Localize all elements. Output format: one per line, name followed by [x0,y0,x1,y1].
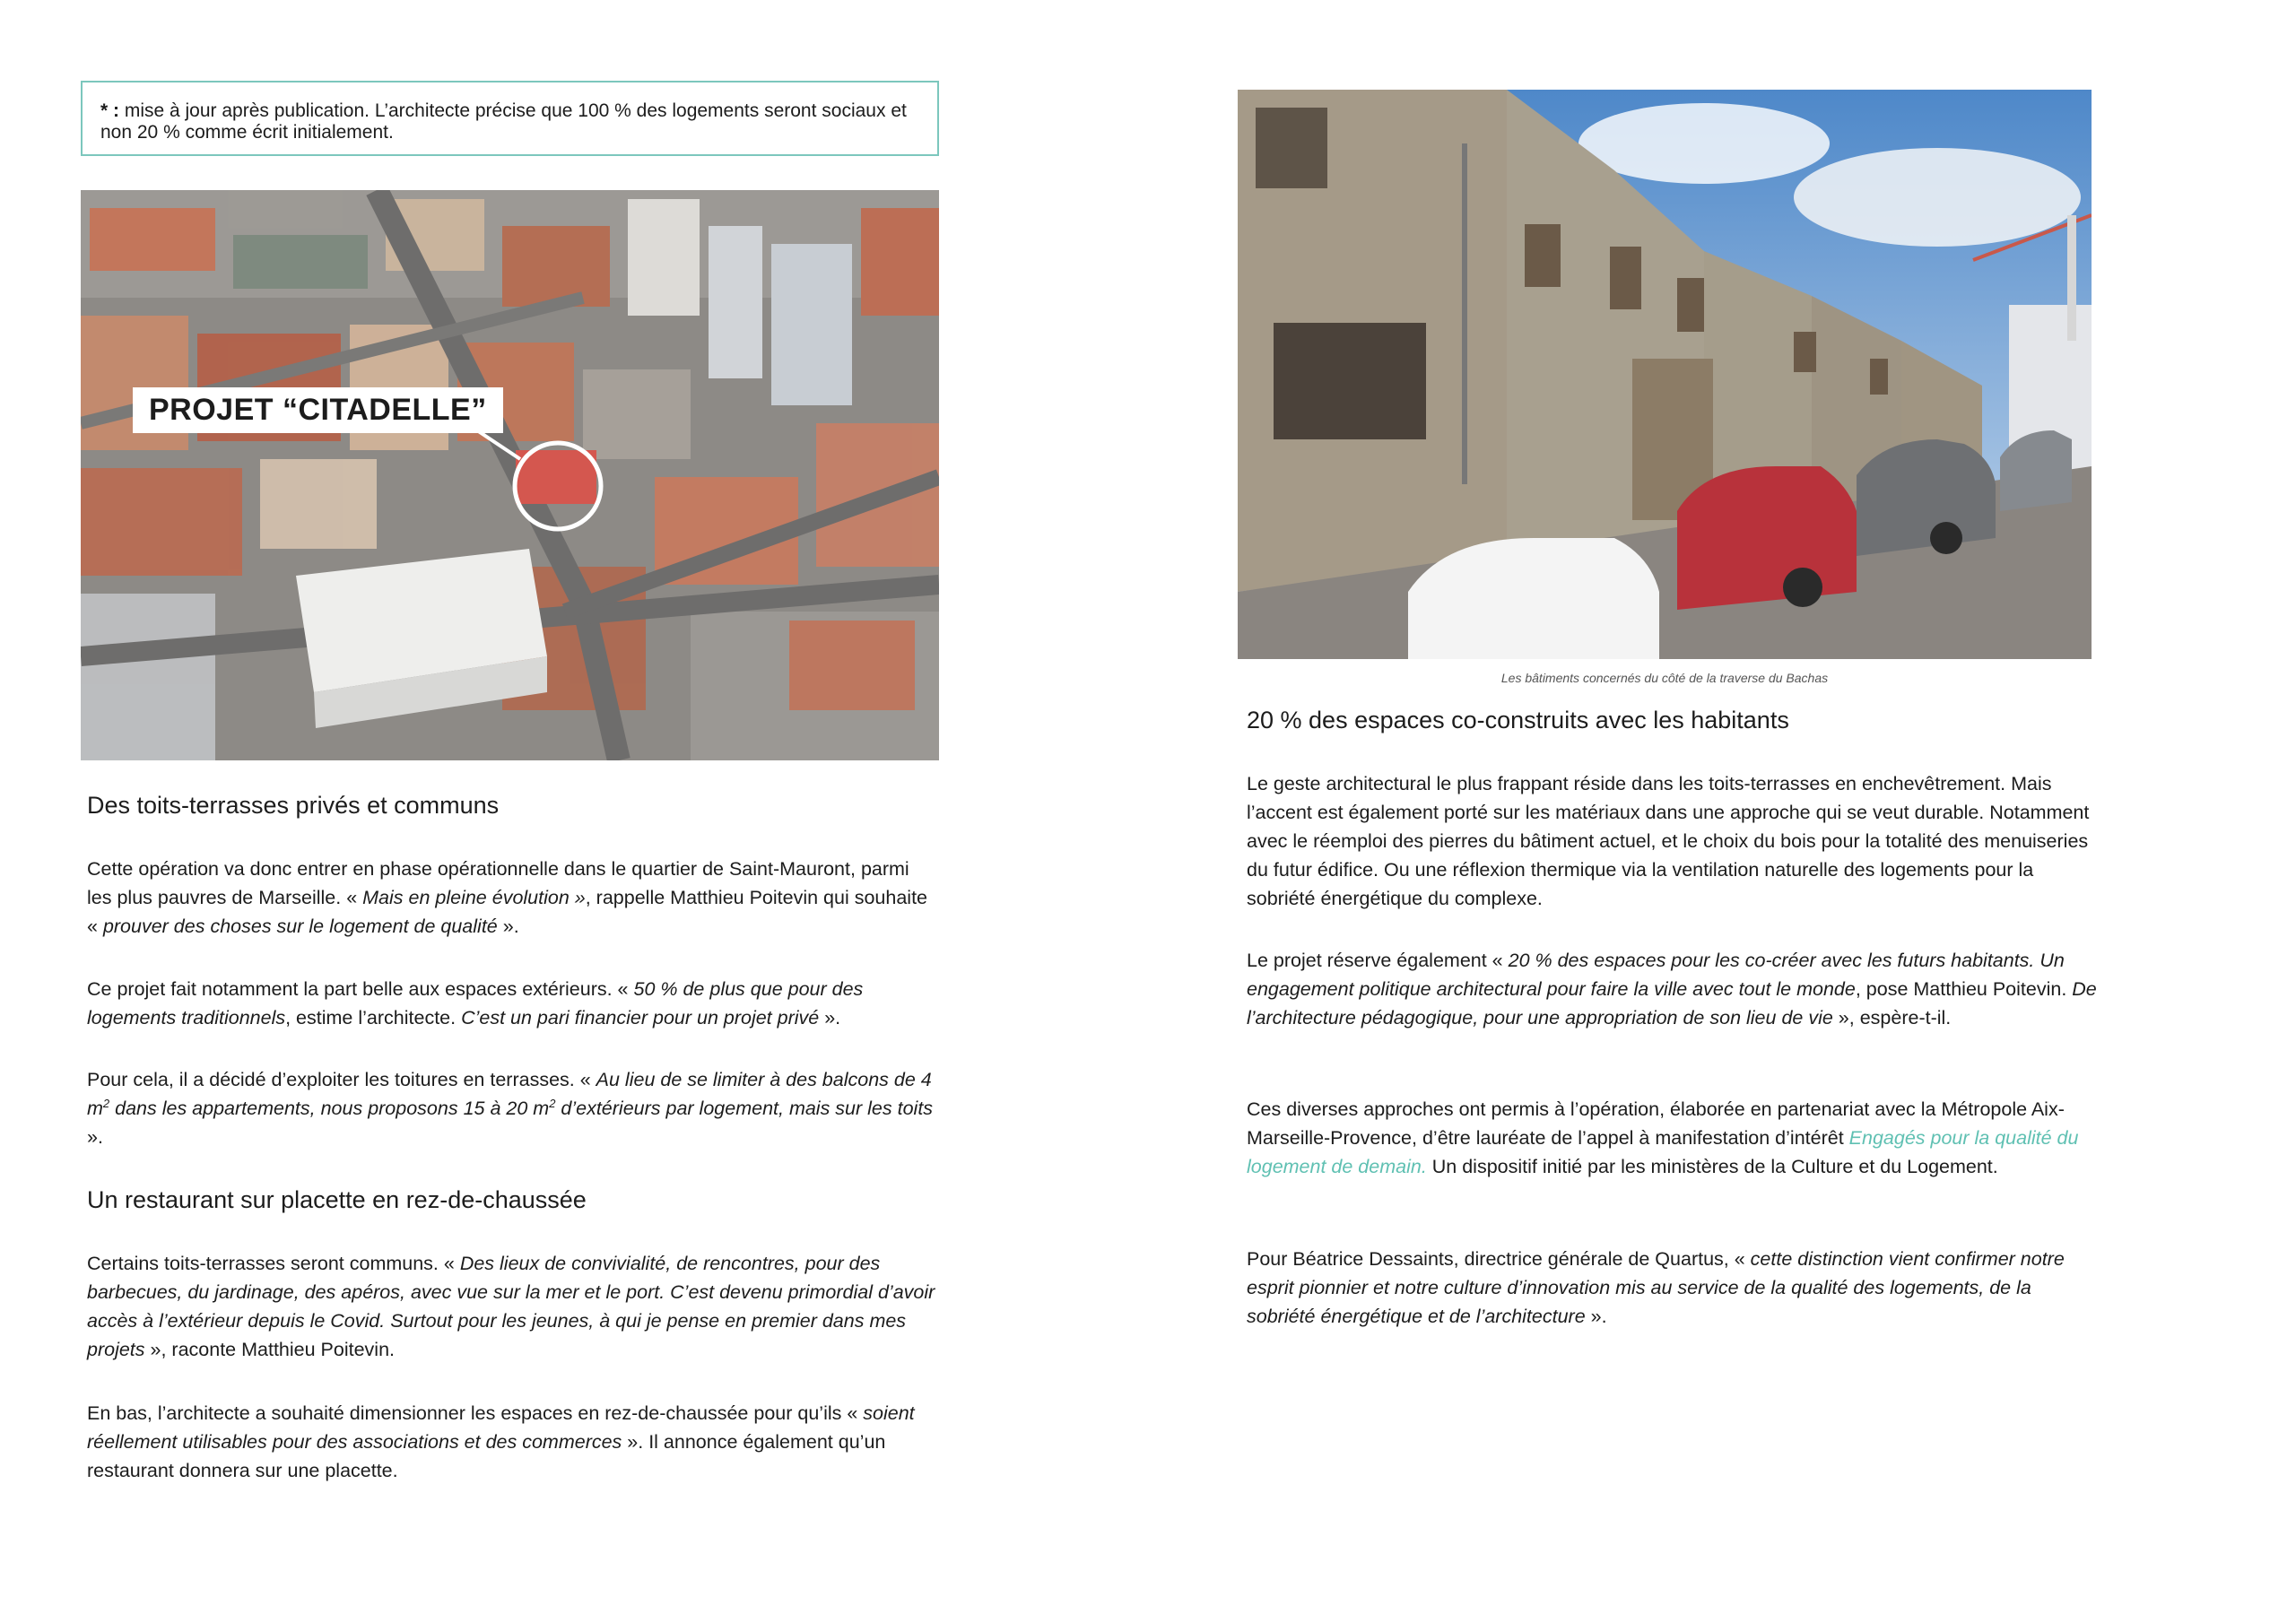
paragraph-quartus: Pour Béatrice Dessaints, directrice générale de Quartus, « cette distinction vient confirmer notre esprit pionnier et notre culture d’innovation mis au service de la qualité des logements, de la sobriété énergétique et de l’architecture ». [1247,1248,2065,1327]
paragraph-rez-de-chaussee: En bas, l’architecte a souhaité dimensionner les espaces en rez-de-chaussée pour qu’ils « soient réellement utilisables pour des associations et des commerces ». Il annonce également qu’un restaurant donnera sur une placette. [87,1402,915,1481]
paragraph-geste-architectural: Le geste architectural le plus frappant réside dans les toits-terrasses en enchevêtrement. Mais l’accent est également porté sur les matériaux dans une approche qui se veut durable. Notamment avec le réemploi des pierres du bâtiment actuel, et le choix du bois pour la totalité des menuiseries du futur édifice. Ou une réflexion thermique via la ventilation naturelle des logements pour la sobriété énergétique du complexe. [1247,773,2090,909]
paragraph-espaces-exterieurs: Ce projet fait notamment la part belle aux espaces extérieurs. « 50 % de plus que pour des logements traditionnels, estime l’architecte. C’est un pari financier pour un projet privé ». [87,978,864,1028]
street-photo [1238,90,2092,659]
heading-restaurant: Un restaurant sur placette en rez-de-chaussée [87,1186,587,1213]
aerial-photo [81,190,939,760]
street-photo-caption: Les bâtiments concernés du côté de la traverse du Bachas [1500,671,1829,685]
update-notice [81,81,939,156]
heading-espaces-co-construits: 20 % des espaces co-construits avec les habitants [1247,707,1789,733]
notice-text: mise à jour après publication. L’architecte précise que 100 % des logements seront sociaux et non 20 % comme écrit initialement. [100,100,907,143]
link-engages-qualite-logement[interactable]: Engagés pour la qualité du logement de demain. [1247,1127,2079,1177]
paragraph-toitures: Pour cela, il a décidé d’exploiter les toitures en terrasses. « Au lieu de se limiter à des balcons de 4 $m^2$ dans les appartements, nous proposons 15 à 20 $m^2$ d’extérieurs par logement, mais sur les toits ». [87,1069,934,1148]
paragraph-toits-communs: Certains toits-terrasses seront communs. « Des lieux de convivialité, de rencontres, pour des barbecues, du jardinage, des apéros, avec vue sur la mer et le port. C’est devenu primordial d’avoir accès à l’extérieur depuis le Covid. Surtout pour les jeunes, à qui je pense en premier dans mes projets », raconte Matthieu Poitevin. [87,1253,935,1360]
paragraph-saint-mauront: Cette opération va donc entrer en phase opérationnelle dans le quartier de Saint-Mauront, parmi les plus pauvres de Marseille. « Mais en pleine évolution », rappelle Matthieu Poitevin qui souhaite « prouver des choses sur le logement de qualité ». [87,858,928,937]
project-label: PROJET “CITADELLE” [133,387,503,433]
paragraph-laureate: Ces diverses approches ont permis à l’opération, élaborée en partenariat avec la Métropole Aix-Marseille-Provence, d’être lauréate de l’appel à manifestation d’intérêt Engagés pour la qualité du logement de demain. Un dispositif initié par les ministères de la Culture et du Logement. [1247,1098,2079,1177]
heading-toits-terrasses: Des toits-terrasses privés et communs [87,792,500,819]
notice-star: * : [100,100,119,121]
paragraph-co-creer: Le projet réserve également « 20 % des espaces pour les co-créer avec les futurs habitants. Un engagement politique architectural pour faire la ville avec tout le monde, pose Matthieu Poitevin. De l’architecture pédagogique, pour une appropriation de son lieu de vie », espère-t-il. [1247,950,2097,1028]
